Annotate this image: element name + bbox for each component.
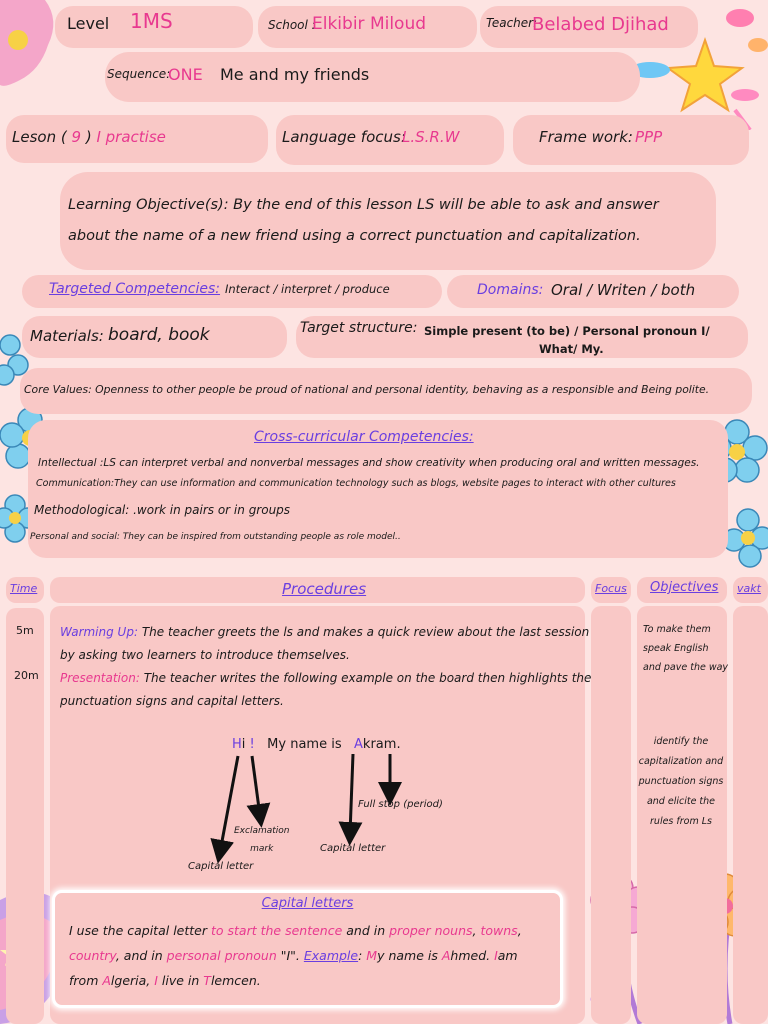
cloud-decoration-topleft xyxy=(0,0,60,90)
presentation-label: Presentation: xyxy=(60,671,140,685)
focus-column xyxy=(591,606,631,1024)
cross-methodological: Methodological: .work in pairs or in groups xyxy=(34,503,291,517)
focus-header: Focus xyxy=(595,582,627,595)
frame-value: PPP xyxy=(635,128,663,146)
level-label: Level xyxy=(67,14,110,33)
lesson-label: Leson ( xyxy=(12,128,67,146)
hi-rest: i xyxy=(241,737,246,752)
sequence-label: Sequence: xyxy=(107,67,171,81)
focus-value: L.S.R.W xyxy=(402,128,460,146)
warmup-text-1: The teacher greets the ls and makes a quick review about the last session xyxy=(141,625,590,639)
cross-communication: Communication:They can use information and communication technology such as blogs, website pages to interact with other cultures xyxy=(36,478,676,489)
presentation-text-1: The teacher writes the following example on the board then highlights the xyxy=(143,671,592,685)
focus-header-box xyxy=(591,577,631,603)
exclamation-annotation: Exclamation mark xyxy=(234,826,290,854)
objectives-header: Objectives xyxy=(650,580,719,595)
school-label: School : xyxy=(268,18,316,32)
domains-label: Domains: xyxy=(477,282,544,298)
time-value-1: 5m xyxy=(16,624,34,637)
school-box xyxy=(258,6,477,48)
objectives-header-box xyxy=(637,577,727,603)
teacher-box xyxy=(480,6,698,48)
vakt-column xyxy=(733,606,768,1024)
sequence-box xyxy=(105,52,640,102)
objective-note-1: To make them speak English and pave the way xyxy=(643,624,729,673)
focus-box xyxy=(276,115,504,165)
focus-label: Language focus: xyxy=(282,128,406,146)
school-value: Elkibir Miloud xyxy=(312,14,427,34)
exclamation-sign: ! xyxy=(249,737,255,752)
target-value-2: What/ My. xyxy=(539,342,604,356)
target-box xyxy=(296,316,748,358)
procedures-header-box xyxy=(50,577,585,603)
time-header: Time xyxy=(10,582,38,595)
akram-rest: kram xyxy=(362,737,397,752)
domains-box xyxy=(447,275,739,308)
cross-title: Cross-curricular Competencies: xyxy=(254,429,474,445)
lesson-close: ) xyxy=(85,128,92,146)
teacher-value: Belabed Djihad xyxy=(532,14,669,35)
my-name-is: My name is xyxy=(267,737,342,752)
materials-value: board, book xyxy=(108,325,210,345)
sequence-value: ONE xyxy=(168,65,203,84)
time-header-box xyxy=(6,577,44,603)
objective-line-1: Learning Objective(s): By the end of this lesson LS will be able to ask and answer xyxy=(68,197,659,213)
rules-text: I use the capital letter to start the sentence and in proper nouns, towns, country, and in personal pronoun "I". Example: My name is Ahmed. Iam from Algeria, I live in Tlemcen. xyxy=(69,923,522,988)
procedures-header: Procedures xyxy=(282,580,367,598)
lesson-box xyxy=(6,115,268,163)
level-box xyxy=(55,6,253,48)
competencies-box xyxy=(22,275,442,308)
lesson-number: 9 xyxy=(71,128,82,146)
warmup-label: Warming Up: xyxy=(60,625,138,639)
period-sign: . xyxy=(396,737,401,752)
rules-title: Capital letters xyxy=(261,896,354,911)
sequence-title: Me and my friends xyxy=(220,65,370,84)
warmup-text-2: by asking two learners to introduce themselves. xyxy=(60,648,350,662)
vakt-header: vakt xyxy=(737,582,761,595)
time-value-2: 20m xyxy=(14,669,39,682)
presentation-text-2: punctuation signs and capital letters. xyxy=(60,694,284,708)
target-value-1: Simple present (to be) / Personal pronoun I/ xyxy=(424,324,710,338)
materials-box xyxy=(22,316,287,358)
hi-capital: H xyxy=(232,737,242,752)
objective-line-2: about the name of a new friend using a correct punctuation and capitalization. xyxy=(68,228,641,244)
lesson-title: I practise xyxy=(96,128,166,146)
core-values-box xyxy=(20,368,752,414)
akram-capital: A xyxy=(354,737,363,752)
cross-intellectual: Intellectual :LS can interpret verbal and nonverbal messages and show creativity when producing oral and written messages. xyxy=(38,457,700,469)
materials-label: Materials: xyxy=(30,327,104,345)
domains-value: Oral / Writen / both xyxy=(551,281,696,299)
competencies-value: Interact / interpret / produce xyxy=(225,282,390,296)
level-value: 1MS xyxy=(130,9,173,33)
vakt-header-box xyxy=(733,577,768,603)
objective-box xyxy=(60,172,716,270)
capital-annotation-2: Capital letter xyxy=(320,843,386,854)
competencies-label: Targeted Competencies: xyxy=(49,281,221,297)
example-sentence xyxy=(232,737,401,752)
frame-label: Frame work: xyxy=(539,128,633,146)
target-label: Target structure: xyxy=(300,320,418,336)
capital-annotation-1: Capital letter xyxy=(188,861,254,872)
teacher-label: Teacher: xyxy=(486,16,538,30)
frame-box xyxy=(513,115,749,165)
rules-box xyxy=(52,890,563,1008)
fullstop-annotation: Full stop (period) xyxy=(358,799,443,810)
core-values-text: Core Values: Openness to other people be proud of national and personal identity, behaving as a responsible and Being polite. xyxy=(24,383,710,396)
objective-note-2: identify the capitalization and punctuation signs and elicite the rules from Ls xyxy=(638,736,724,827)
cross-personal: Personal and social: They can be inspired from outstanding people as role model.. xyxy=(30,532,401,542)
